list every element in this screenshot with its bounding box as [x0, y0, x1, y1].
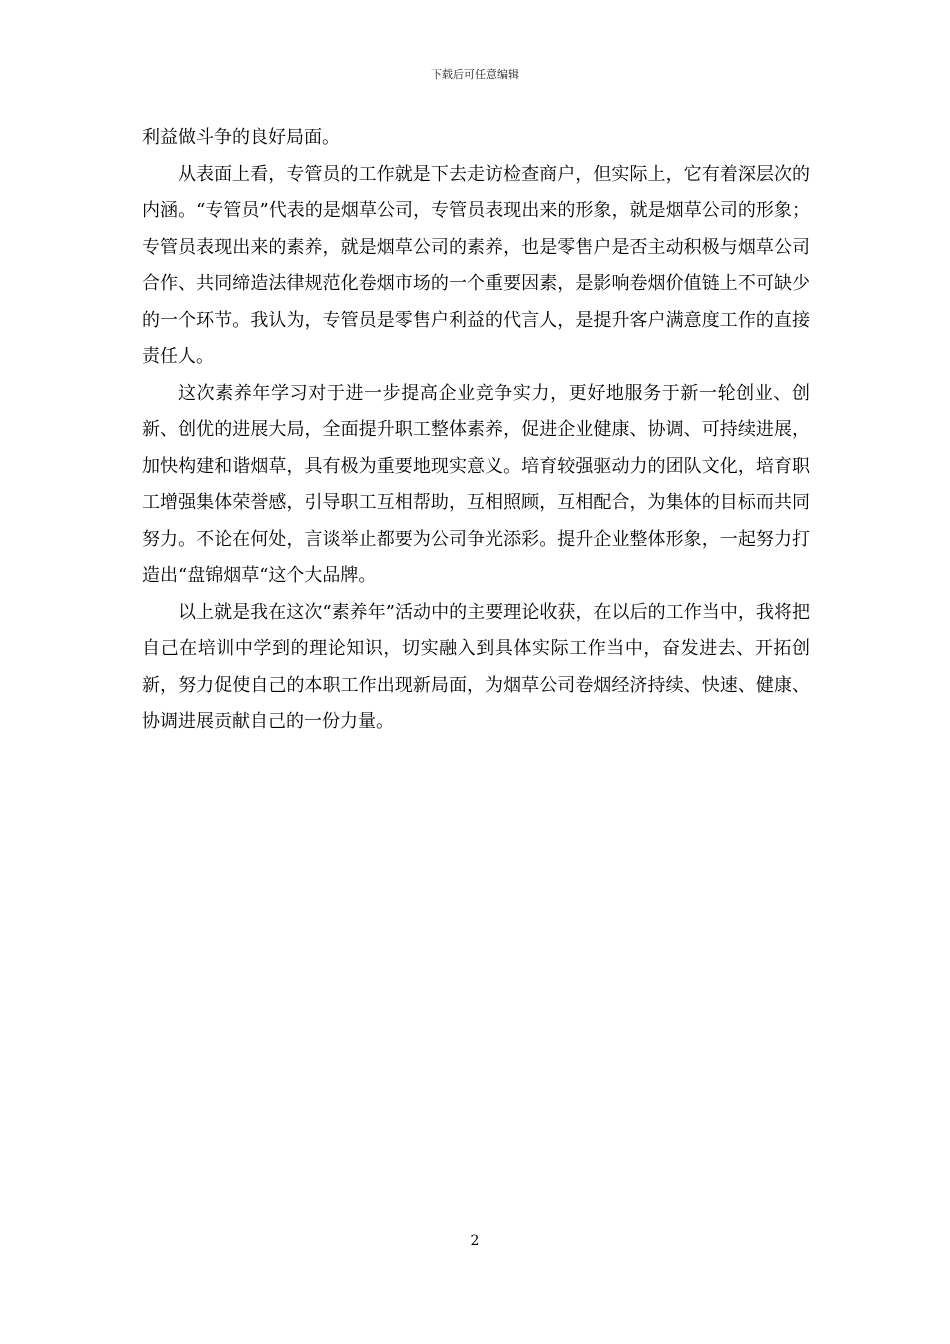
- paragraph-inspector-role: 从表面上看，专管员的工作就是下去走访检查商户，但实际上，它有着深层次的内涵。“专管员”代表的是烟草公司，专管员表现出来的形象，就是烟草公司的形象；专管员表现出来的素养，就是烟草公司的素养，也是零售户是否主动积极与烟草公司合作、共同缔造法律规范化卷烟市场的一个重要因素，是影响卷烟价值链上不可缺少的一个环节。我认为，专管员是零售户利益的代言人，是提升客户满意度工作的直接责任人。: [142, 163, 810, 367]
- paragraph-quality-year-study: 这次素养年学习对于进一步提高企业竞争实力，更好地服务于新一轮创业、创新、创优的进展大局，全面提升职工整体素养，促进企业健康、协调、可持续进展，加快构建和谐烟草，具有极为重要地现实意义。培育较强驱动力的团队文化，培育职工增强集体荣誉感，引导职工互相帮助，互相照顾，互相配合，为集体的目标而共同努力。不论在何处，言谈举止都要为公司争光添彩。提升企业整体形象，一起努力打造出“盘锦烟草“这个大品牌。: [142, 382, 810, 586]
- page-number: 2: [470, 1233, 480, 1249]
- paragraph-conclusion: 以上就是我在这次“素养年”活动中的主要理论收获，在以后的工作当中，我将把自己在培训中学到的理论知识，切实融入到具体实际工作当中，奋发进去、开拓创新，努力促使自己的本职工作出现新局面，为烟草公司卷烟经济持续、快速、健康、协调进展贡献自己的一份力量。: [142, 601, 810, 732]
- page-header: 下载后可任意编辑: [431, 68, 519, 81]
- document-body: [142, 120, 810, 741]
- paragraph-continuation: 利益做斗争的良好局面。: [142, 127, 340, 148]
